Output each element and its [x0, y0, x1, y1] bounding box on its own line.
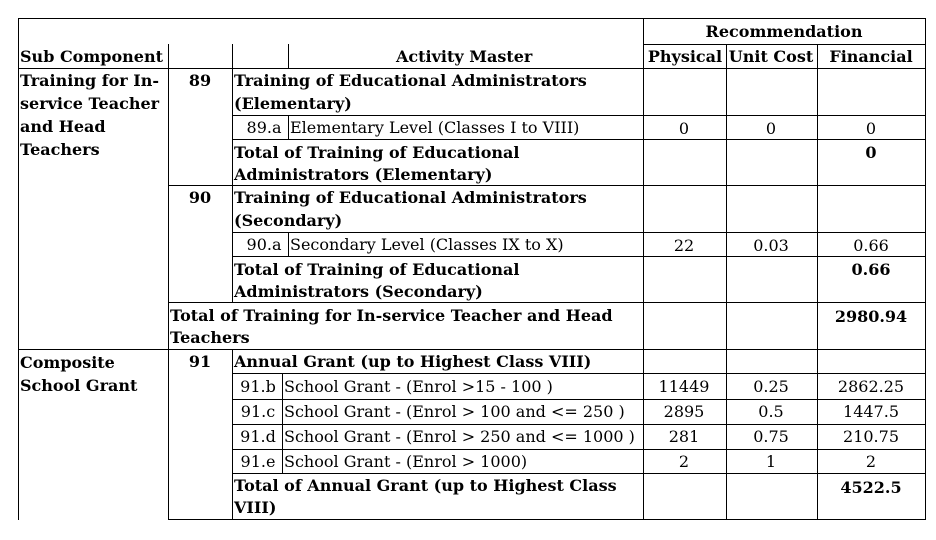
item-financial: 2862.25: [837, 377, 905, 396]
rule: [817, 44, 818, 520]
rule: [18, 18, 925, 19]
activity-code: 89: [188, 71, 212, 90]
item-financial: 0: [865, 119, 877, 138]
item-name: School Grant - (Enrol > 1000): [284, 452, 528, 471]
activity-title: Annual Grant (up to Highest Class VIII): [234, 352, 592, 371]
rule: [643, 18, 644, 520]
activity-title: Training of Educational Administrators: [234, 188, 587, 207]
rule: [726, 44, 727, 520]
activity-total-label: Total of Training of Educational: [234, 143, 520, 162]
sub-component-label: Training for In-: [20, 71, 160, 90]
sub-component-label: Composite: [20, 353, 115, 372]
item-unit-cost: 0.5: [758, 402, 784, 421]
rule: [232, 139, 925, 140]
activity-master-header: Activity Master: [396, 47, 533, 66]
item-financial: 0.66: [853, 236, 889, 255]
rule: [925, 18, 926, 520]
recommendation-header: Recommendation: [705, 22, 863, 41]
activity-total-label: VIII): [234, 498, 277, 517]
item-code: 91.e: [240, 452, 276, 471]
sub-component-label: School Grant: [20, 376, 138, 395]
unit-cost-header: Unit Cost: [728, 47, 814, 66]
rule: [18, 18, 19, 520]
sub-component-label: Teachers: [20, 140, 100, 159]
item-physical: 2: [678, 452, 690, 471]
rule: [232, 373, 925, 374]
item-physical: 281: [668, 427, 700, 446]
item-unit-cost: 0.25: [753, 377, 789, 396]
item-physical: 11449: [658, 377, 710, 396]
rule: [282, 373, 283, 474]
activity-title: Training of Educational Administrators: [234, 71, 587, 90]
group-total-financial: 2980.94: [834, 307, 908, 326]
physical-header: Physical: [647, 47, 723, 66]
item-name: School Grant - (Enrol > 100 and <= 250 ): [284, 402, 625, 421]
group-total-label: Total of Training for In-service Teacher and Head: [170, 306, 613, 325]
rule: [232, 44, 233, 303]
activity-total-financial: 0: [865, 143, 877, 162]
item-name: Elementary Level (Classes I to VIII): [290, 118, 580, 137]
item-unit-cost: 1: [765, 452, 777, 471]
item-code: 90.a: [246, 235, 282, 254]
item-physical: 2895: [663, 402, 705, 421]
activity-total-label: Administrators (Secondary): [234, 282, 483, 301]
sub-component-label: service Teacher: [20, 94, 160, 113]
activity-title: (Elementary): [234, 94, 352, 113]
activity-total-label: Administrators (Elementary): [234, 165, 493, 184]
rule: [168, 44, 169, 69]
activity-code: 90: [188, 188, 212, 207]
rule: [288, 115, 289, 140]
sub-component-label: and Head: [20, 117, 106, 136]
item-financial: 1447.5: [843, 402, 899, 421]
item-name: Secondary Level (Classes IX to X): [290, 235, 564, 254]
rule: [288, 44, 289, 69]
activity-total-label: Total of Training of Educational: [234, 260, 520, 279]
item-unit-cost: 0.75: [753, 427, 789, 446]
sub-component-header: Sub Component: [20, 47, 163, 66]
activity-total-financial: 4522.5: [840, 478, 902, 497]
item-name: School Grant - (Enrol >15 - 100 ): [284, 377, 553, 396]
rule: [288, 232, 289, 257]
group-total-label: Teachers: [170, 328, 250, 347]
rule: [168, 68, 169, 520]
rule: [232, 256, 925, 257]
activity-title: (Secondary): [234, 211, 343, 230]
item-code: 89.a: [246, 118, 282, 137]
item-physical: 22: [673, 236, 695, 255]
item-name: School Grant - (Enrol > 250 and <= 1000 ): [284, 427, 635, 446]
activity-total-financial: 0.66: [851, 260, 891, 279]
item-code: 91.d: [240, 427, 276, 446]
item-physical: 0: [678, 119, 690, 138]
rule: [232, 349, 233, 520]
activity-code: 91: [188, 352, 212, 371]
rule: [168, 519, 925, 520]
item-unit-cost: 0.03: [753, 236, 789, 255]
item-financial: 210.75: [843, 427, 899, 446]
item-unit-cost: 0: [765, 119, 777, 138]
item-financial: 2: [865, 452, 877, 471]
item-code: 91.b: [240, 377, 276, 396]
activity-total-label: Total of Annual Grant (up to Highest Class: [234, 476, 617, 495]
financial-header: Financial: [829, 47, 913, 66]
item-code: 91.c: [240, 402, 276, 421]
